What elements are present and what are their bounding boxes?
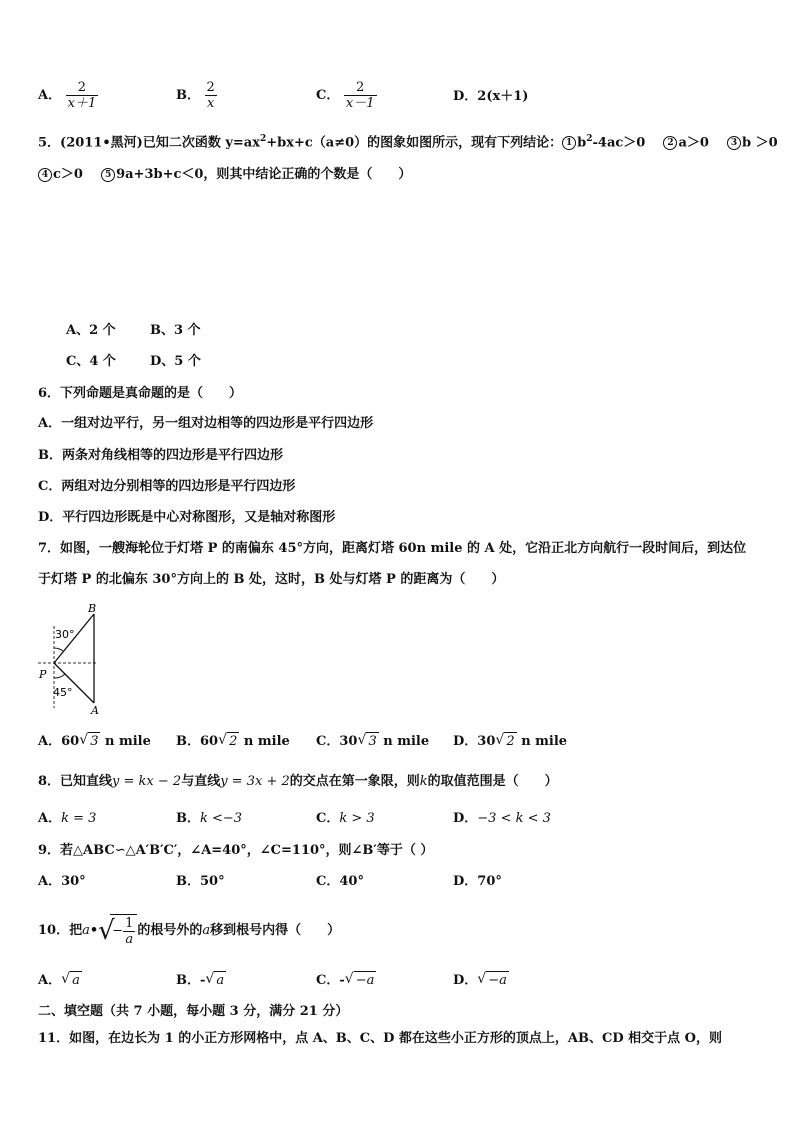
q6-option-a: A．一组对边平行，另一组对边相等的四边形是平行四边形 [38,416,374,431]
circled-1: 1 [562,136,576,150]
circled-2: 2 [663,136,677,150]
label-a: A [91,704,99,716]
label-angle-30: 30° [55,628,75,641]
q4-a-fraction: $\frac{2}{x+1}$ [67,80,97,111]
circled-3: 3 [727,136,741,150]
q5-stem-line2: 4 c＞0 5 9a+3b+c＜0，则其中结论正确的个数是（ ） [38,166,411,184]
q4-option-a: A． $\frac{2}{x+1}$ [38,80,97,111]
q9-option-d: D．70° [453,874,502,889]
q8-option-c: C．k > 3 [316,811,375,826]
angle-45-arc [54,674,65,678]
q8-option-a: A．k = 3 [38,811,97,826]
q4-option-b: B． $\frac{2}{x}$ [176,80,215,111]
q11-stem-line1: 11．如图，在边长为 1 的小正方形网格中，点 A、B、C、D 都在这些小正方形的顶点上，AB、CD 相交于点 O，则 [38,1031,723,1046]
q8-option-b: B．k <−3 [176,811,243,826]
q8-stem: 8．已知直线y = kx − 2与直线y = 3x + 2的交点在第一象限，则k的取值范围是（ ） [38,774,558,789]
q10-option-d: D．√ −a [453,971,509,990]
q5-option-d: D、5 个 [150,354,201,369]
q7-figure [36,600,108,716]
label-angle-45: 45° [53,686,73,699]
q4-b-fraction: $\frac{2}{x}$ [206,80,215,111]
q4-option-c: C． $\frac{2}{x-1}$ [316,80,375,111]
label-p: P [39,668,47,681]
q7-option-c: C．30√ 3 n mile [316,732,429,751]
q5-stem-line1: 5．(2011•黑河)已知二次函数 $y=ax^2+bx+c(a\ne 0)$的图象如图所示，现有下列结论： 1 $b^2-4ac>0$ 2 a＞0 3 b ＞0 [38,134,778,151]
q9-stem: 9．若△ABC∽△A′B′C′，∠A=40°，∠C=110°，则∠B′等于（ ） [38,843,434,858]
q10-option-c: C．-√ −a [316,971,376,990]
q8-option-d: D．−3 < k < 3 [453,811,551,826]
q9-option-b: B．50° [176,874,225,889]
section-2-title: 二、填空题（共 7 小题，每小题 3 分，满分 21 分） [38,1004,349,1019]
q6-option-d: D．平行四边形既是中心对称图形，又是轴对称图形 [38,510,336,525]
q7-option-a: A．60√ 3 n mile [38,732,151,751]
q6-option-c: C．两组对边分别相等的四边形是平行四边形 [38,479,296,494]
q10-option-a: A．√ a [38,971,82,990]
q4-option-d: D．2(x＋1) [453,89,529,104]
q5-option-a: A、2 个 [66,323,116,338]
label-b: B [88,602,97,615]
q7-stem-line1: 7．如图，一艘海轮位于灯塔 P 的南偏东 45°方向，距离灯塔 60n mile 的 A 处，它沿正北方向航行一段时间后，到达位 [38,541,747,556]
q9-option-a: A．30° [38,874,86,889]
q10-option-b: B．-√ a [176,971,226,990]
angle-30-arc [54,648,63,651]
q5-option-b: B、3 个 [150,323,201,338]
q10-radical: √ − $\frac{1}{a}$ [98,914,137,947]
q5-option-c: C、4 个 [66,354,116,369]
q6-stem: 6．下列命题是真命题的是（ ） [38,386,243,401]
circled-4: 4 [38,168,52,182]
q10-stem: 10．把a• √ − $\frac{1}{a}$ 的根号外的a移到根号内得（ ） [38,916,341,947]
q6-option-b: B．两条对角线相等的四边形是平行四边形 [38,448,283,463]
q7-option-d: D．30√ 2 n mile [453,732,567,751]
circled-5: 5 [101,168,115,182]
q9-option-c: C．40° [316,874,364,889]
q7-stem-line2: 于灯塔 P 的北偏东 30°方向上的 B 处，这时，B 处与灯塔 P 的距离为（ ） [38,572,505,587]
q4-c-fraction: $\frac{2}{x-1}$ [345,80,375,111]
q7-option-b: B．60√ 2 n mile [176,732,290,751]
